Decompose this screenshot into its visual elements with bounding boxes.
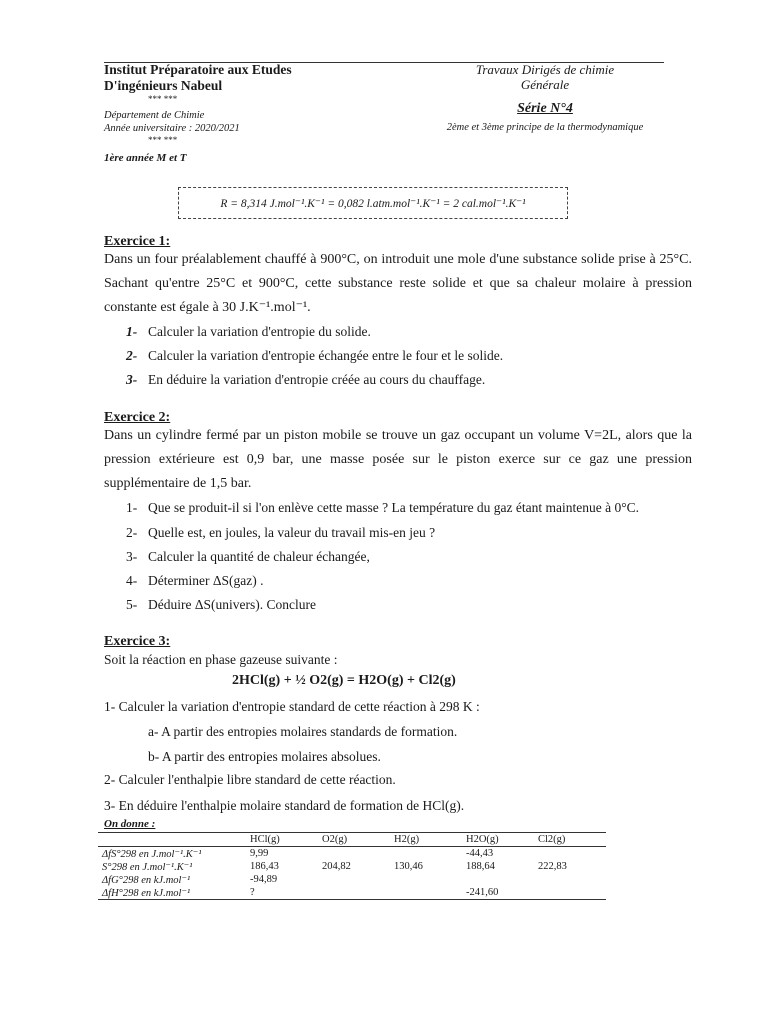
course-title-line2: Générale [520, 77, 570, 92]
exercise-3-question-1b: b- A partir des entropies molaires absolues. [148, 749, 381, 764]
header-left [104, 62, 404, 164]
table-row: ΔfH°298 en kJ.mol⁻¹ ? -241,60 [98, 886, 606, 900]
exercise-2-item: 3- Calculer la quantité de chaleur échangée, [126, 549, 370, 564]
course-title-line1: Travaux Dirigés de chimie [475, 62, 615, 77]
exercise-3-title: Exercice 3: [104, 634, 171, 649]
exercise-2-item: 1- Que se produit-il si l'on enlève cette masse ? La température du gaz étant maintenue à 0°C. [126, 500, 640, 515]
table-row: S°298 en J.mol⁻¹.K⁻¹ 186,43 204,82 130,46 188,64 222,83 [102, 861, 567, 873]
exercise-2-title: Exercice 2: [104, 410, 171, 425]
exercise-3-question-3: 3- En déduire l'enthalpie molaire standard de formation de HCl(g). [104, 798, 465, 813]
exercise-3-question-1a: a- A partir des entropies molaires standards de formation. [148, 724, 458, 739]
exercise-2-item: 4- Déterminer ΔS(gaz) . [126, 573, 264, 588]
table-row: ΔfG°298 en kJ.mol⁻¹ -94,89 [102, 874, 278, 886]
institute-name-line1: Institut Préparatoire aux Etudes [104, 62, 292, 77]
stars-separator-2: *** *** [148, 135, 178, 145]
class-level: 1ère année M et T [104, 152, 187, 164]
exercise-2-item: 2- Quelle est, en joules, la valeur du travail mis-en jeu ? [126, 525, 436, 540]
data-table-wrap [98, 832, 606, 900]
department: Département de Chimie [104, 110, 205, 121]
subject-title: 2ème et 3ème principe de la thermodynamique [446, 122, 644, 133]
exercise-1-text: Dans un four préalablement chauffé à 900°C, on introduit une mole d'une substance solide prise à 25°C. Sachant qu'entre 25°C et 900°C, cette substance reste solide et que sa chaleur molaire à pression constante est égale à 30 J.K⁻¹.mol⁻¹. [104, 252, 692, 315]
institute-name-line2: D'ingénieurs Nabeul [104, 78, 223, 93]
exercise-1-item: 3- En déduire la variation d'entropie créée au cours du chauffage. [126, 372, 486, 387]
thermo-data-table [98, 832, 606, 900]
exercise-3-question-2: 2- Calculer l'enthalpie libre standard de cette réaction. [104, 772, 396, 787]
given-label: On donne : [104, 818, 156, 830]
table-row: ΔfS°298 en J.mol⁻¹.K⁻¹ 9,99 -44,43 [98, 847, 606, 861]
constants-box [178, 187, 568, 219]
exercise-2-item: 5- Déduire ΔS(univers). Conclure [126, 597, 317, 612]
academic-year: Année universitaire : 2020/2021 [104, 123, 240, 134]
table-header-row: HCl(g) O2(g) H2(g) H2O(g) Cl2(g) [98, 833, 606, 847]
stars-separator: *** *** [148, 94, 178, 104]
reaction-equation: 2HCl(g) + ½ O2(g) = H2O(g) + Cl2(g) [232, 673, 456, 688]
exercise-1-item: 1- Calculer la variation d'entropie du solide. [126, 324, 371, 339]
series-number: Série N°4 [517, 101, 573, 116]
gas-constant: R = 8,314 J.mol⁻¹.K⁻¹ = 0,082 l.atm.mol⁻¹.K⁻¹ = 2 cal.mol⁻¹.K⁻¹ [220, 198, 526, 210]
exercise-3-intro: Soit la réaction en phase gazeuse suivante : [104, 652, 338, 667]
exercise-1-title: Exercice 1: [104, 234, 171, 249]
header-right [425, 62, 665, 133]
exercise-1-item: 2- Calculer la variation d'entropie échangée entre le four et le solide. [126, 348, 504, 363]
exercise-2-text: Dans un cylindre fermé par un piston mobile se trouve un gaz occupant un volume V=2L, alors que la pression extérieure est 0,9 bar, une masse posée sur le piston exerce sur ce gaz une pression supplémentaire de 1,5 bar. [104, 428, 692, 491]
exercise-3-question-1: 1- Calculer la variation d'entropie standard de cette réaction à 298 K : [104, 699, 480, 714]
